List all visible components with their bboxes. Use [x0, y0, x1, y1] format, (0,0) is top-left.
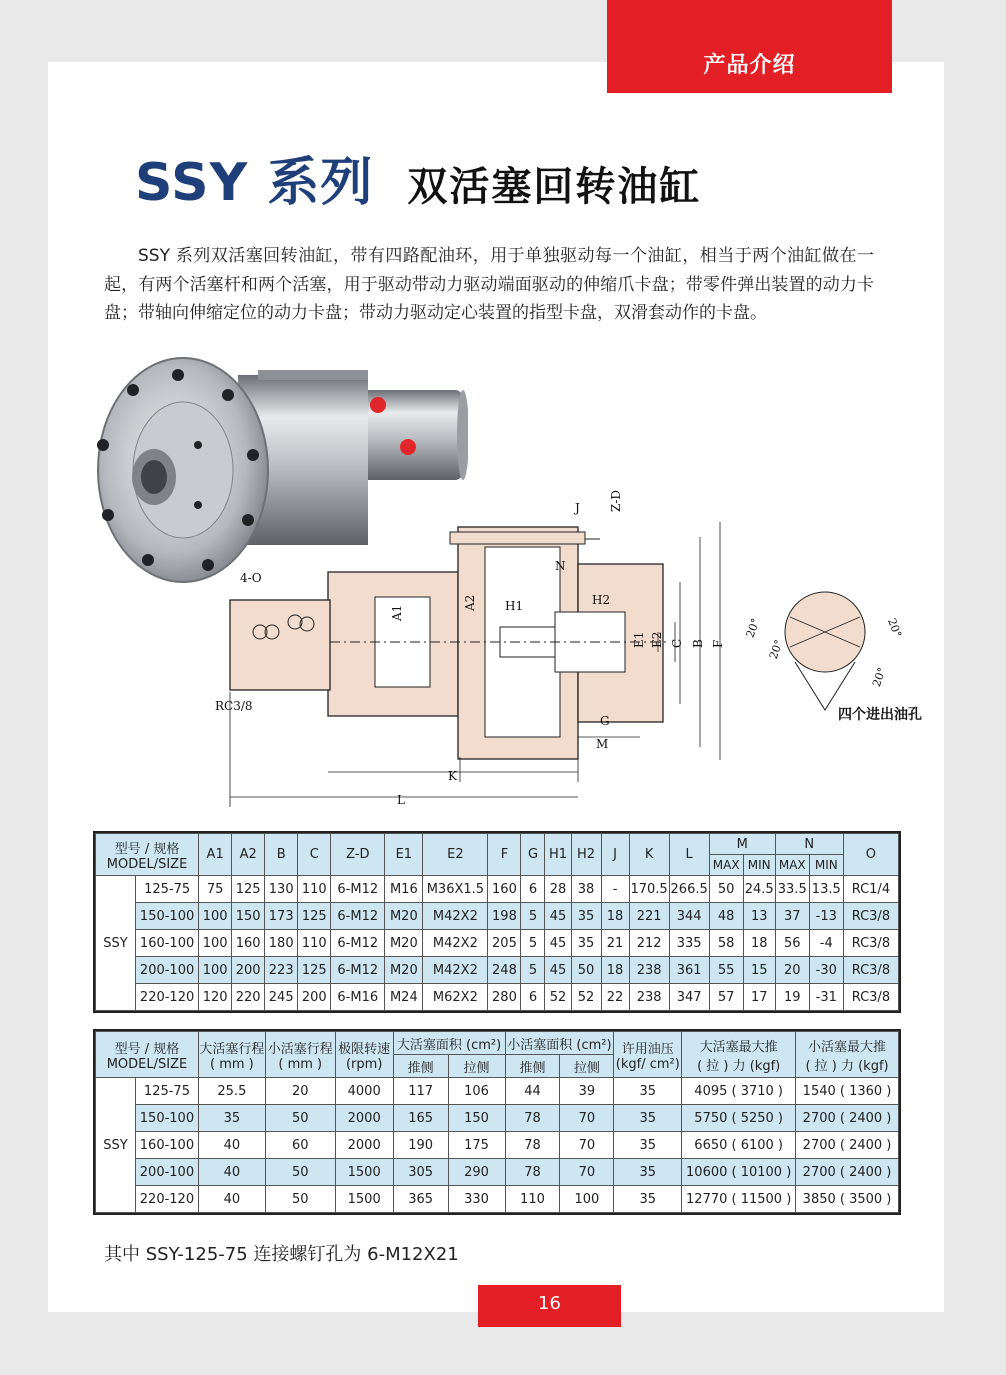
- dim-label-e2: E2: [650, 631, 664, 648]
- sub-header-pull: 拉侧: [560, 1055, 614, 1078]
- table-row: [96, 984, 899, 1011]
- table-cell: -31: [809, 984, 843, 1011]
- col-header: H2: [571, 834, 601, 876]
- page-number-text: 16: [538, 1293, 561, 1314]
- table-cell: 1540 ( 1360 ): [796, 1078, 899, 1105]
- table-cell: 173: [265, 903, 298, 930]
- table-cell: 110: [505, 1186, 560, 1213]
- table-cell: 4000: [335, 1078, 393, 1105]
- col-header: A2: [232, 834, 265, 876]
- table-cell: -30: [809, 957, 843, 984]
- port-label: 4-O: [240, 571, 262, 585]
- header-line: 许用油压: [621, 1041, 674, 1057]
- model-header-en: MODEL/SIZE: [106, 1056, 188, 1072]
- col-header-speed: [335, 1032, 393, 1078]
- table-cell: 18: [601, 957, 629, 984]
- table-cell: 245: [265, 984, 298, 1011]
- table-cell: 56: [775, 930, 809, 957]
- table-cell: 75: [199, 876, 232, 903]
- dim-label-h1: H1: [505, 599, 524, 613]
- table-cell: 117: [393, 1078, 448, 1105]
- table-cell: 50: [265, 1159, 335, 1186]
- table-cell: 52: [571, 984, 601, 1011]
- table-cell: 28: [545, 876, 571, 903]
- table-cell: 70: [560, 1159, 614, 1186]
- table-cell: RC3/8: [843, 930, 898, 957]
- table-cell: 266.5: [669, 876, 709, 903]
- table-cell: 50: [265, 1105, 335, 1132]
- table-row: [96, 1078, 899, 1105]
- sub-header: MIN: [809, 855, 843, 876]
- table-cell: 6-M12: [331, 957, 385, 984]
- table-cell: 12770 ( 11500 ): [682, 1186, 796, 1213]
- table-cell: 78: [505, 1159, 560, 1186]
- table-cell: 38: [571, 876, 601, 903]
- dim-label-m: M: [596, 737, 609, 751]
- header-line: 小活塞最大推: [808, 1039, 887, 1055]
- model-cell: 150-100: [135, 1105, 198, 1132]
- model-header-cn: 型号 / 规格: [114, 841, 180, 857]
- table-cell: M36X1.5: [423, 876, 488, 903]
- table-cell: 39: [560, 1078, 614, 1105]
- table-row: [96, 957, 899, 984]
- table-cell: 125: [232, 876, 265, 903]
- table-cell: 180: [265, 930, 298, 957]
- table-cell: 238: [629, 957, 669, 984]
- table-cell: 3850 ( 3500 ): [796, 1186, 899, 1213]
- table-cell: M16: [385, 876, 423, 903]
- table-cell: 6650 ( 6100 ): [682, 1132, 796, 1159]
- table-cell: 2000: [335, 1105, 393, 1132]
- dim-label-f: F: [711, 639, 725, 648]
- dim-label-b: B: [691, 639, 705, 648]
- table-row: [96, 1159, 899, 1186]
- table-cell: 35: [614, 1186, 682, 1213]
- table-cell: 150: [448, 1105, 505, 1132]
- table-cell: 100: [199, 930, 232, 957]
- section-tab: [607, 0, 892, 93]
- col-header: K: [629, 834, 669, 876]
- table-cell: 106: [448, 1078, 505, 1105]
- header-line: ( 拉 ) 力 (kgf): [805, 1058, 889, 1074]
- angle-label-4: 20°: [869, 665, 889, 689]
- table-cell: 347: [669, 984, 709, 1011]
- table-cell: 20: [265, 1078, 335, 1105]
- col-header-force-small: [796, 1032, 899, 1078]
- table-cell: 35: [614, 1159, 682, 1186]
- table-cell: 6-M12: [331, 876, 385, 903]
- table-cell: 40: [198, 1159, 265, 1186]
- header-line: ( 拉 ) 力 (kgf): [697, 1058, 781, 1074]
- table-cell: 50: [265, 1186, 335, 1213]
- technical-drawing: [210, 482, 960, 812]
- sub-header-push: 推侧: [505, 1055, 560, 1078]
- table-cell: RC3/8: [843, 903, 898, 930]
- table-cell: 110: [298, 930, 331, 957]
- table-cell: 48: [709, 903, 743, 930]
- table-cell: 35: [614, 1105, 682, 1132]
- col-header: C: [298, 834, 331, 876]
- table-cell: 6-M12: [331, 903, 385, 930]
- table-cell: 2700 ( 2400 ): [796, 1105, 899, 1132]
- dim-label-c: C: [670, 638, 684, 648]
- table-cell: 55: [709, 957, 743, 984]
- header-line: 小活塞行程: [267, 1041, 333, 1057]
- table-row: [96, 930, 899, 957]
- table-cell: -: [601, 876, 629, 903]
- table-cell: M20: [385, 903, 423, 930]
- table-cell: 24.5: [743, 876, 775, 903]
- table-cell: 78: [505, 1132, 560, 1159]
- table-cell: 190: [393, 1132, 448, 1159]
- series-cell: SSY: [96, 1078, 136, 1213]
- angle-label-2: 20°: [766, 638, 786, 661]
- table-cell: 13: [743, 903, 775, 930]
- table-cell: 70: [560, 1105, 614, 1132]
- model-cell: 160-100: [135, 1132, 198, 1159]
- dim-label-a1: A1: [390, 604, 404, 621]
- col-header: H1: [545, 834, 571, 876]
- sub-header-push: 推侧: [393, 1055, 448, 1078]
- table-cell: 6: [521, 876, 545, 903]
- table-cell: 45: [545, 930, 571, 957]
- table-cell: 35: [571, 903, 601, 930]
- table-cell: 5: [521, 930, 545, 957]
- model-cell: 160-100: [136, 930, 199, 957]
- table-cell: 205: [488, 930, 521, 957]
- table-cell: 110: [298, 876, 331, 903]
- table-cell: 35: [571, 930, 601, 957]
- table-cell: 280: [488, 984, 521, 1011]
- table-row: [96, 1132, 899, 1159]
- table-cell: 70: [560, 1132, 614, 1159]
- table-cell: 361: [669, 957, 709, 984]
- model-header-cn: 型号 / 规格: [114, 1041, 180, 1057]
- table-cell: 198: [488, 903, 521, 930]
- table-cell: 160: [232, 930, 265, 957]
- table-row: [96, 903, 899, 930]
- table-cell: 5: [521, 957, 545, 984]
- header-line: (rpm): [345, 1056, 383, 1072]
- table-cell: 305: [393, 1159, 448, 1186]
- table-cell: 50: [709, 876, 743, 903]
- model-size-header: [96, 834, 199, 876]
- table-cell: 2700 ( 2400 ): [796, 1132, 899, 1159]
- footnote: 其中 SSY-125-75 连接螺钉孔为 6-M12X21: [104, 1244, 459, 1265]
- table-cell: 4095 ( 3710 ): [682, 1078, 796, 1105]
- table-cell: 45: [545, 903, 571, 930]
- table-cell: 18: [601, 903, 629, 930]
- table-cell: 160: [488, 876, 521, 903]
- table-cell: 40: [198, 1132, 265, 1159]
- sub-header: MAX: [709, 855, 743, 876]
- dim-label-g: G: [600, 714, 610, 728]
- table-cell: 19: [775, 984, 809, 1011]
- model-cell: 220-120: [136, 984, 199, 1011]
- title-main: SSY 系列: [135, 153, 374, 213]
- table-cell: 35: [198, 1105, 265, 1132]
- table-cell: 1500: [335, 1159, 393, 1186]
- table-cell: M24: [385, 984, 423, 1011]
- table-cell: 248: [488, 957, 521, 984]
- table-cell: 57: [709, 984, 743, 1011]
- col-header-stroke-small: [265, 1032, 335, 1078]
- table-cell: 125: [298, 903, 331, 930]
- table-cell: 290: [448, 1159, 505, 1186]
- table-cell: 100: [199, 903, 232, 930]
- model-cell: 125-75: [135, 1078, 198, 1105]
- table-cell: RC3/8: [843, 984, 898, 1011]
- table-cell: 170.5: [629, 876, 669, 903]
- page-number: [478, 1285, 621, 1327]
- table-cell: -13: [809, 903, 843, 930]
- col-header: E2: [423, 834, 488, 876]
- title-sub: 双活塞回转油缸: [407, 164, 702, 210]
- table-cell: 5: [521, 903, 545, 930]
- col-header: E1: [385, 834, 423, 876]
- col-header-pressure: [614, 1032, 682, 1078]
- table-cell: 100: [199, 957, 232, 984]
- table-cell: 35: [614, 1078, 682, 1105]
- table-cell: 330: [448, 1186, 505, 1213]
- rc-label: RC3/8: [215, 699, 253, 713]
- table-cell: M62X2: [423, 984, 488, 1011]
- table-cell: M42X2: [423, 903, 488, 930]
- table-cell: 220: [232, 984, 265, 1011]
- table-cell: 212: [629, 930, 669, 957]
- header-line: ( mm ): [278, 1056, 323, 1072]
- sub-header-pull: 拉侧: [448, 1055, 505, 1078]
- angle-label-3: 20°: [885, 616, 904, 640]
- table-cell: 6: [521, 984, 545, 1011]
- col-header: J: [601, 834, 629, 876]
- table-cell: 22: [601, 984, 629, 1011]
- table-cell: 78: [505, 1105, 560, 1132]
- col-header-area-small: 小活塞面积 (cm²): [505, 1032, 614, 1055]
- table-cell: 6-M16: [331, 984, 385, 1011]
- table-cell: 165: [393, 1105, 448, 1132]
- table-cell: 44: [505, 1078, 560, 1105]
- table-cell: M42X2: [423, 957, 488, 984]
- model-header-en: MODEL/SIZE: [106, 856, 188, 872]
- table-cell: 2000: [335, 1132, 393, 1159]
- table-cell: 200: [298, 984, 331, 1011]
- series-cell: SSY: [96, 876, 136, 1011]
- performance-table: [95, 1031, 899, 1213]
- table-row: [96, 876, 899, 903]
- table-cell: 120: [199, 984, 232, 1011]
- table-cell: 40: [198, 1186, 265, 1213]
- table-cell: 100: [560, 1186, 614, 1213]
- col-header: A1: [199, 834, 232, 876]
- dim-label-l: L: [397, 793, 405, 807]
- header-line: ( mm ): [210, 1056, 254, 1072]
- dim-label-n: N: [555, 559, 566, 573]
- table-cell: RC1/4: [843, 876, 898, 903]
- model-cell: 150-100: [136, 903, 199, 930]
- holes-label: 四个进出油孔: [838, 707, 922, 723]
- table-cell: 18: [743, 930, 775, 957]
- model-cell: 220-120: [135, 1186, 198, 1213]
- table-cell: 2700 ( 2400 ): [796, 1159, 899, 1186]
- page-title: [135, 140, 701, 215]
- table-cell: 150: [232, 903, 265, 930]
- table-cell: 365: [393, 1186, 448, 1213]
- table-cell: 35: [614, 1132, 682, 1159]
- table-cell: M20: [385, 930, 423, 957]
- table-cell: 60: [265, 1132, 335, 1159]
- table-cell: -4: [809, 930, 843, 957]
- table-cell: 33.5: [775, 876, 809, 903]
- header-line: (kgf/ cm²): [615, 1056, 680, 1072]
- col-header-n: N: [775, 834, 843, 855]
- model-cell: 200-100: [136, 957, 199, 984]
- table-cell: 175: [448, 1132, 505, 1159]
- dim-label-j: J: [575, 501, 580, 515]
- col-header-force-big: [682, 1032, 796, 1078]
- section-tab-label: 产品介绍: [703, 53, 796, 78]
- table-cell: 10600 ( 10100 ): [682, 1159, 796, 1186]
- table-cell: 37: [775, 903, 809, 930]
- table-cell: RC3/8: [843, 957, 898, 984]
- dimension-table: [95, 833, 899, 1011]
- dim-label-h2: H2: [592, 593, 611, 607]
- table-cell: 21: [601, 930, 629, 957]
- dim-label-a2: A2: [463, 594, 477, 611]
- intro-paragraph: SSY 系列双活塞回转油缸，带有四路配油环，用于单独驱动每一个油缸，相当于两个油缸做在一起，有两个活塞杆和两个活塞，用于驱动带动力驱动端面驱动的伸缩爪卡盘；带零件弹出装置的动力卡盘；带轴向伸缩定位的动力卡盘；带动力驱动定心装置的指型卡盘，双滑套动作的卡盘。: [104, 246, 874, 323]
- table-cell: 221: [629, 903, 669, 930]
- col-header: B: [265, 834, 298, 876]
- table-cell: 52: [545, 984, 571, 1011]
- dim-label-zd: Z-D: [609, 489, 623, 512]
- table-cell: M42X2: [423, 930, 488, 957]
- table-cell: M20: [385, 957, 423, 984]
- header-line: 极限转速: [338, 1041, 391, 1057]
- table-cell: 1500: [335, 1186, 393, 1213]
- col-header-m: M: [709, 834, 775, 855]
- col-header: Z-D: [331, 834, 385, 876]
- dim-label-k: K: [448, 769, 457, 783]
- sub-header: MIN: [743, 855, 775, 876]
- table-row: [96, 1105, 899, 1132]
- table-cell: 45: [545, 957, 571, 984]
- table-cell: 6-M12: [331, 930, 385, 957]
- table-cell: 25.5: [198, 1078, 265, 1105]
- table-cell: 13.5: [809, 876, 843, 903]
- table-cell: 130: [265, 876, 298, 903]
- table-cell: 15: [743, 957, 775, 984]
- dim-label-e1: E1: [632, 631, 646, 648]
- table-row: [96, 1186, 899, 1213]
- table-cell: 344: [669, 903, 709, 930]
- table-cell: 200: [232, 957, 265, 984]
- table-cell: 20: [775, 957, 809, 984]
- header-line: 大活塞行程: [199, 1041, 265, 1057]
- col-header-stroke-big: [198, 1032, 265, 1078]
- table-cell: 50: [571, 957, 601, 984]
- col-header: F: [488, 834, 521, 876]
- model-cell: 125-75: [136, 876, 199, 903]
- sub-header: MAX: [775, 855, 809, 876]
- table-cell: 335: [669, 930, 709, 957]
- col-header-area-big: 大活塞面积 (cm²): [393, 1032, 505, 1055]
- table-cell: 125: [298, 957, 331, 984]
- col-header: L: [669, 834, 709, 876]
- model-size-header: [96, 1032, 199, 1078]
- table-cell: 5750 ( 5250 ): [682, 1105, 796, 1132]
- model-cell: 200-100: [135, 1159, 198, 1186]
- col-header-o: O: [843, 834, 898, 876]
- table-cell: 58: [709, 930, 743, 957]
- angle-label-1: 20°: [743, 616, 763, 640]
- header-line: 大活塞最大推: [699, 1039, 778, 1055]
- table-cell: 17: [743, 984, 775, 1011]
- table-cell: 223: [265, 957, 298, 984]
- table-cell: 238: [629, 984, 669, 1011]
- col-header: G: [521, 834, 545, 876]
